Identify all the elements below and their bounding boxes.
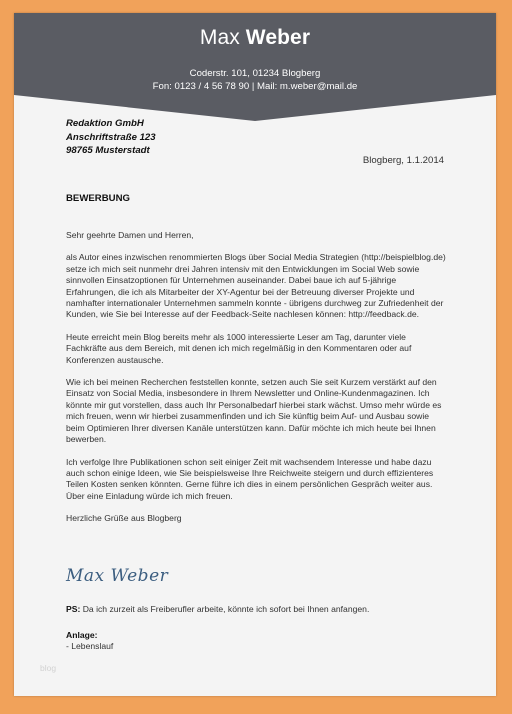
attachments-label: Anlage:: [66, 630, 98, 640]
postscript-text: Da ich zurzeit als Freiberufler arbeite, könnte ich sofort bei Ihnen anfangen.: [80, 604, 370, 614]
postscript: [66, 604, 448, 614]
letterhead: [14, 13, 496, 129]
letter-body: [66, 230, 448, 536]
handwritten-signature: Max Weber: [66, 566, 169, 586]
body-paragraph: als Autor eines inzwischen renommierten Blogs über Social Media Strategien (http://beispielblog.de) setze ich mich seit nunmehr drei Jahren intensiv mit den Entwicklungen im Social Web sowie sinnvollen Einsatzoptionen für Unternehmen auseinander. Dabei baue ich auf 5-jährige Erfahrungen, die ich als Mitarbeiter der XY-Agentur bei der Betreuung diverser Projekte und namhafter internationaler Unternehmen sammeln konnte - übrigens durchweg zur Zufriedenheit der Kunden, wie Sie bei Interesse auf der Feedback-Seite nachlesen können: http://feedback.de.: [66, 252, 446, 320]
body-paragraph: Ich verfolge Ihre Publikationen schon seit einiger Zeit mit wachsendem Interesse und habe dazu auch schon einige Ideen, wie Sie beispielsweise Ihre Reichweite steigern und durch effizienteres Teilen Kosten senken könnten. Gerne führe ich dies in einem persönlichen Gespräch weiter aus. Über eine Einladung würde ich mich freuen.: [66, 456, 434, 501]
salutation: Sehr geehrte Damen und Herren,: [66, 230, 194, 240]
watermark-text: blog: [40, 663, 57, 673]
body-paragraph: Heute erreicht mein Blog bereits mehr als 1000 interessierte Leser am Tag, darunter viele Fachkräfte aus dem Bereich, mit denen ich mich regelmäßig in den Kommentaren oder auf Konferenzen austausche.: [66, 331, 412, 365]
recipient-company: Redaktion GmbH: [66, 118, 144, 129]
sender-address: Coderstr. 101, 01234 Blogberg: [189, 68, 321, 79]
sender-last-name: Weber: [245, 26, 311, 49]
postscript-label: PS:: [66, 604, 81, 614]
recipient-street: Anschriftstraße 123: [66, 131, 156, 143]
letter-date: Blogberg, 1.1.2014: [362, 155, 444, 166]
letter-subject: BEWERBUNG: [66, 193, 130, 204]
recipient-block: [66, 117, 156, 158]
body-paragraph: Wie ich bei meinen Recherchen feststellen konnte, setzen auch Sie seit Kurzem verstärkt auf den Einsatz von Social Media, insbesondere in Ihrem Newsletter und Online-Kundenmagazinen. Ich könnte mir gut vorstellen, dass auch Ihr Personalbedarf hierbei stark wächst. Umso mehr würde es mich freuen, wenn wir hierbei zusammenfinden und ich Sie künftig beim Auf- und Ausbau sowie beim Optimieren Ihrer diversen Kanäle unterstützen kann. Dafür möchte ich mich heute bei Ihnen bewerben.: [66, 377, 442, 445]
closing: Herzliche Grüße aus Blogberg: [66, 513, 182, 524]
sender-contact: Fon: 0123 / 4 56 78 90 | Mail: m.weber@mail.de: [152, 81, 358, 92]
sender-first-name: Max: [199, 26, 240, 49]
recipient-city: 98765 Musterstadt: [66, 145, 150, 156]
letter-page: [14, 13, 496, 696]
sender-name: [14, 26, 496, 50]
attachment-item: - Lebenslauf: [66, 641, 114, 652]
attachments: [66, 630, 113, 653]
